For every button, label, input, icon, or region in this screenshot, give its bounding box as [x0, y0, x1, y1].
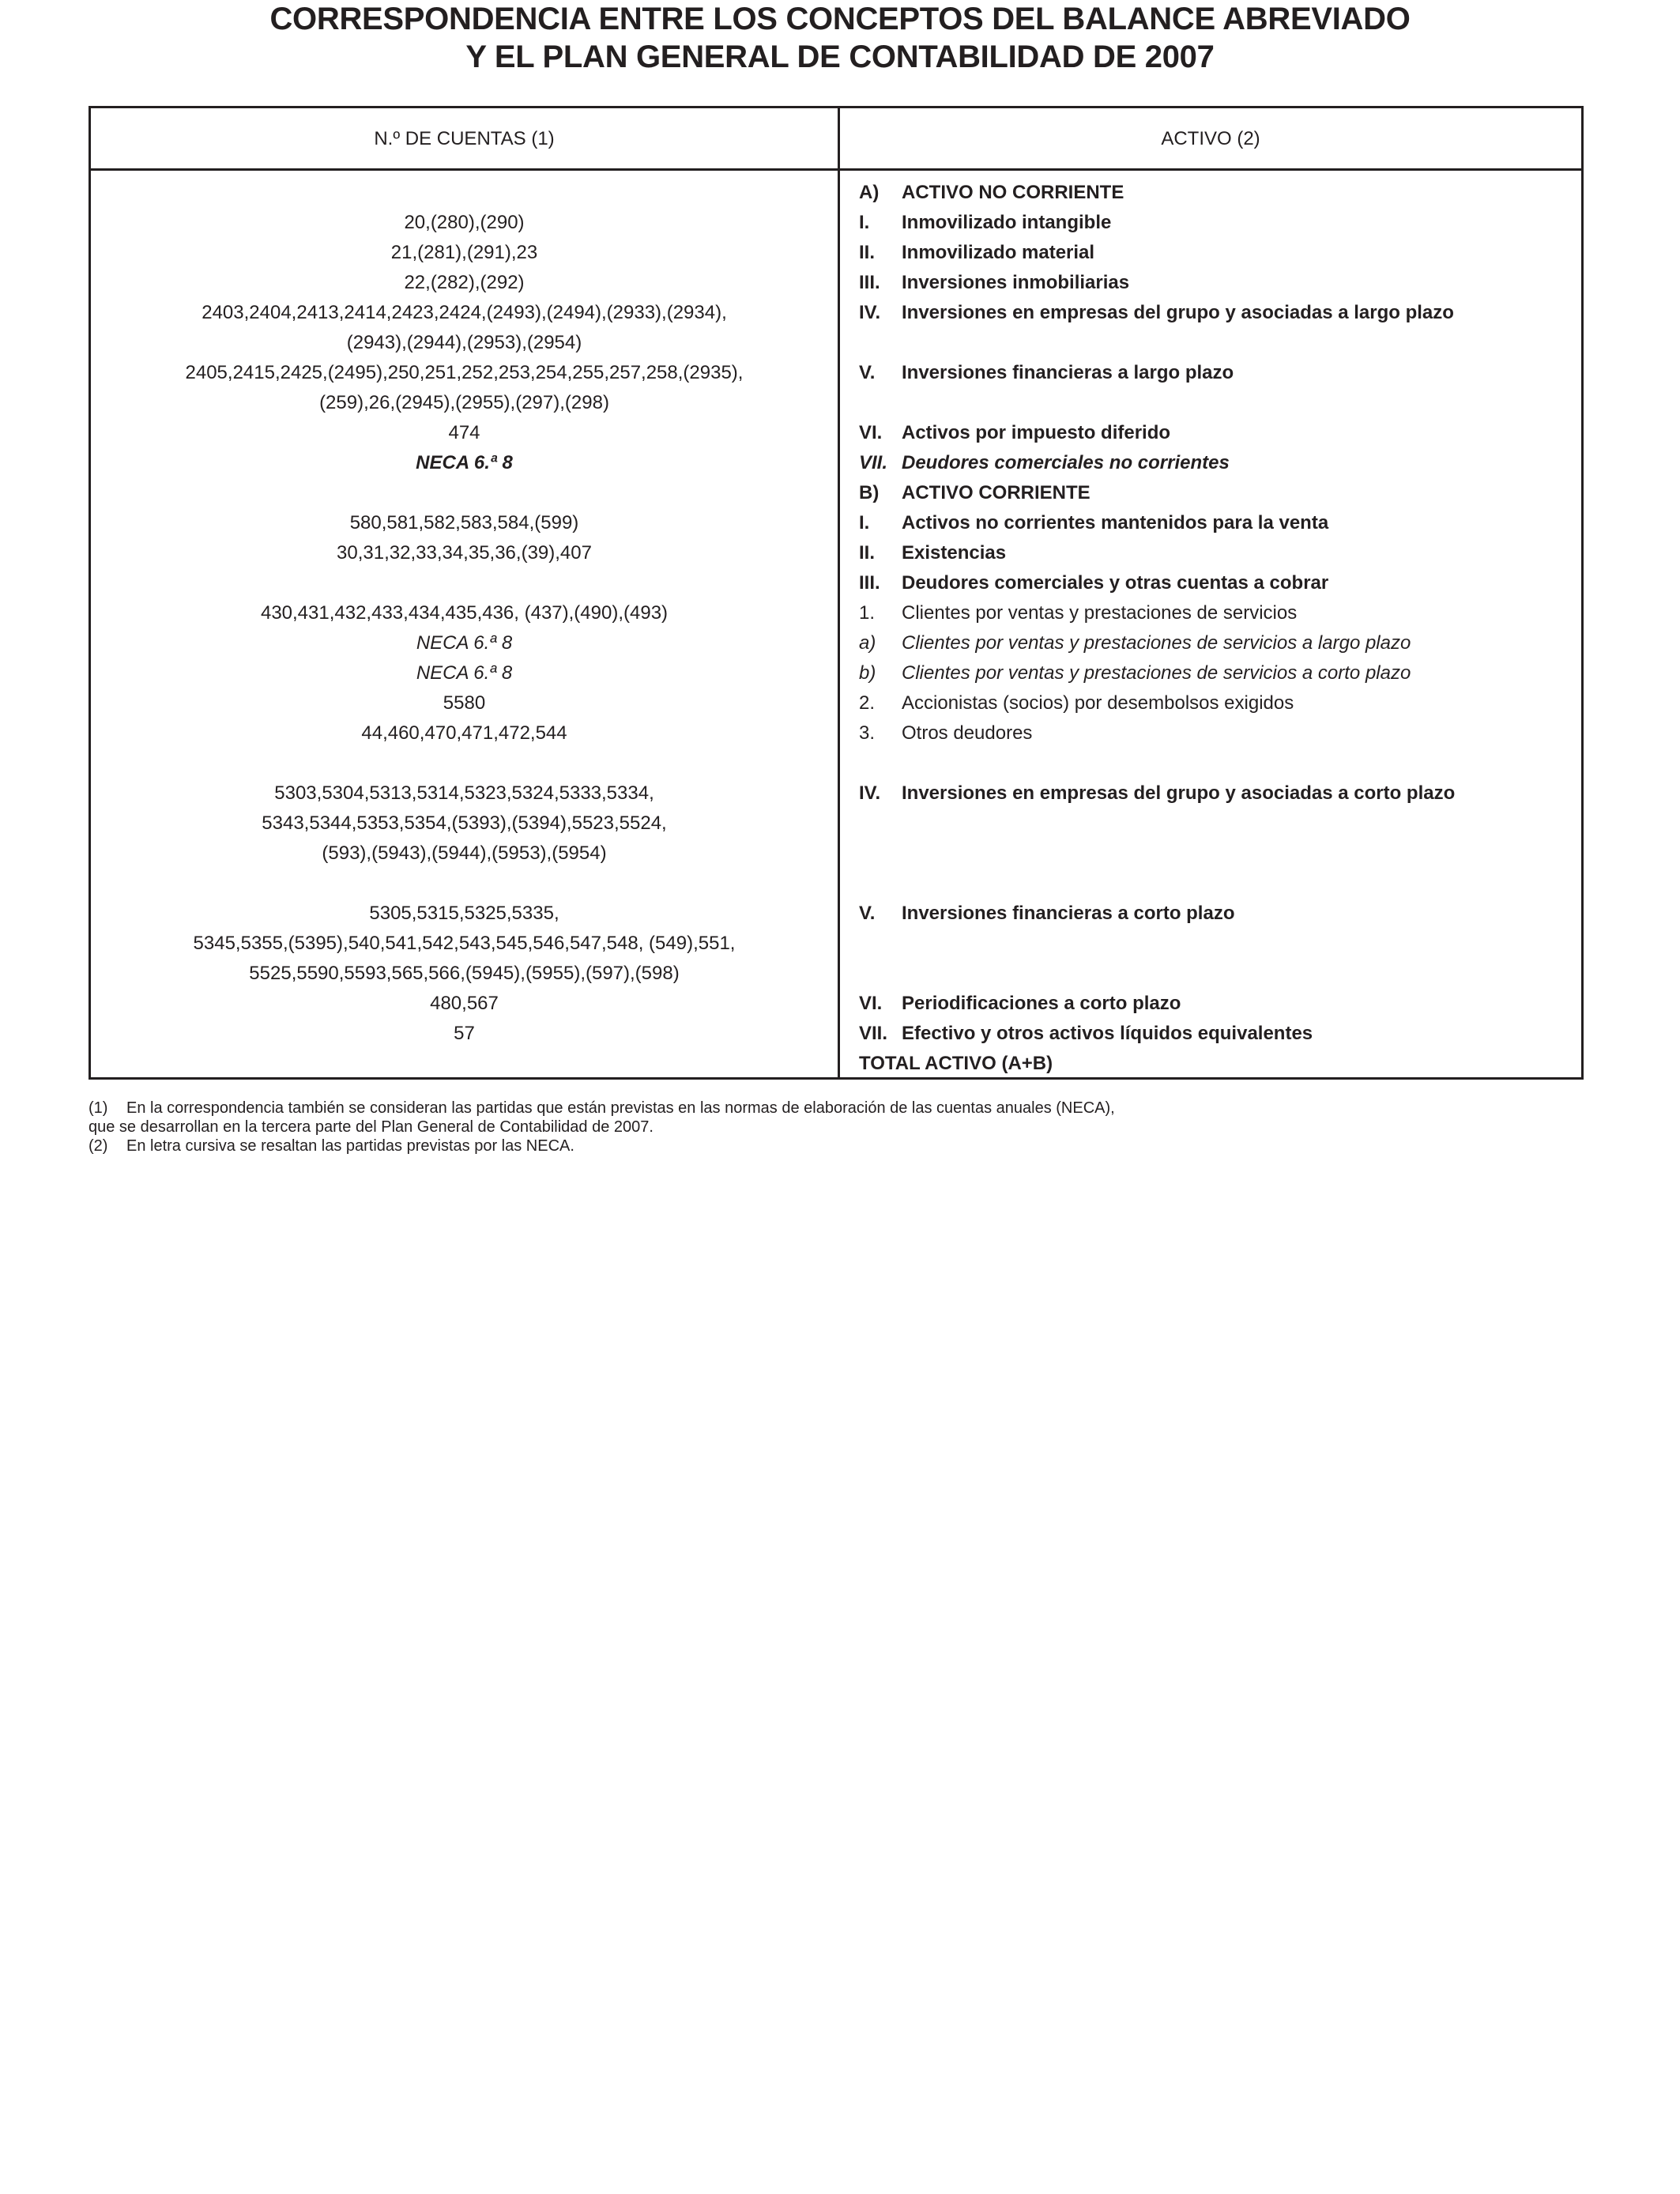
- account-codes: (593),(5943),(5944),(5953),(5954): [322, 843, 607, 864]
- table-row: [91, 989, 1581, 1019]
- item-label: Clientes por ventas y prestaciones de servicios a corto plazo: [902, 662, 1411, 684]
- item-label: ACTIVO NO CORRIENTE: [902, 182, 1124, 203]
- balance-item: [859, 178, 1570, 208]
- item-label: Periodificaciones a corto plazo: [902, 993, 1181, 1014]
- table-row: [91, 538, 1581, 568]
- account-codes: NECA 6.ª 8: [416, 632, 513, 654]
- balance-item: [859, 718, 1570, 748]
- account-codes: [91, 478, 838, 508]
- footnote-text: En letra cursiva se resaltan las partidas previstas por las NECA.: [126, 1137, 574, 1155]
- header-activo: ACTIVO (2): [1161, 128, 1260, 149]
- item-number: III.: [859, 272, 880, 293]
- account-codes: 20,(280),(290): [404, 212, 525, 233]
- balance-item: [859, 448, 1570, 478]
- item-label: Inversiones financieras a corto plazo: [902, 903, 1235, 924]
- item-label: TOTAL ACTIVO (A+B): [859, 1053, 1053, 1074]
- account-codes: [91, 1049, 838, 1079]
- balance-item: [859, 658, 1570, 688]
- item-number: 2.: [859, 692, 876, 714]
- account-codes: (259),26,(2945),(2955),(297),(298): [319, 392, 609, 413]
- item-label: Efectivo y otros activos líquidos equivalentes: [902, 1023, 1313, 1044]
- table-body: [91, 178, 1581, 1079]
- item-number: VI.: [859, 422, 883, 443]
- table-row: [91, 508, 1581, 538]
- account-codes: 5305,5315,5325,5335,: [369, 903, 559, 924]
- table-row: [91, 718, 1581, 778]
- item-number: VI.: [859, 993, 883, 1014]
- account-codes: 2403,2404,2413,2414,2423,2424,(2493),(2494),(2933),(2934),: [202, 302, 727, 323]
- footnotes: [89, 1099, 1584, 1155]
- account-codes: [91, 568, 838, 598]
- item-number: II.: [859, 542, 876, 564]
- title-line-2: Y EL PLAN GENERAL DE CONTABILIDAD DE 2007: [465, 40, 1215, 74]
- title-line-1: CORRESPONDENCIA ENTRE LOS CONCEPTOS DEL BALANCE ABREVIADO: [269, 2, 1411, 36]
- account-codes: 430,431,432,433,434,435,436, (437),(490),(493): [260, 602, 669, 624]
- footnote-line: [89, 1099, 1584, 1118]
- item-label: Inmovilizado intangible: [902, 212, 1112, 233]
- item-label: Activos por impuesto diferido: [902, 422, 1171, 443]
- account-codes: 5303,5304,5313,5314,5323,5324,5333,5334,: [274, 782, 654, 804]
- footnote-number: (2): [89, 1137, 108, 1155]
- account-codes: 21,(281),(291),23: [390, 242, 538, 263]
- item-number: V.: [859, 362, 876, 383]
- balance-item: [859, 238, 1570, 268]
- item-label: Otros deudores: [902, 722, 1033, 744]
- account-codes: 474: [448, 422, 480, 443]
- item-number: V.: [859, 903, 876, 924]
- correspondence-table: [89, 106, 1584, 1080]
- table-row: [91, 238, 1581, 268]
- account-codes: [91, 869, 838, 899]
- balance-item: [859, 1019, 1570, 1049]
- account-codes: 5580: [443, 692, 486, 714]
- table-row: [91, 418, 1581, 448]
- item-label: Clientes por ventas y prestaciones de servicios a largo plazo: [902, 632, 1411, 654]
- table-row: [91, 688, 1581, 718]
- table-row: [91, 568, 1581, 598]
- account-codes: 480,567: [430, 993, 499, 1014]
- balance-item: [859, 268, 1570, 298]
- table-row: [91, 208, 1581, 238]
- balance-item: [859, 478, 1570, 508]
- account-codes: [91, 178, 838, 208]
- item-number: VII.: [859, 1023, 888, 1044]
- balance-item: [859, 688, 1570, 718]
- header-divider: [91, 168, 1581, 171]
- item-number: 3.: [859, 722, 876, 744]
- balance-item: [859, 989, 1570, 1019]
- item-number: VII.: [859, 452, 888, 473]
- table-row: [91, 628, 1581, 658]
- table-row: [91, 1019, 1581, 1049]
- item-number: III.: [859, 572, 880, 594]
- account-codes: 30,31,32,33,34,35,36,(39),407: [337, 542, 592, 564]
- item-label: Accionistas (socios) por desembolsos exigidos: [902, 692, 1294, 714]
- item-number: B): [859, 482, 880, 503]
- item-label: ACTIVO CORRIENTE: [902, 482, 1090, 503]
- balance-item: [859, 508, 1570, 538]
- item-number: II.: [859, 242, 876, 263]
- account-codes: 22,(282),(292): [404, 272, 525, 293]
- item-label: Inmovilizado material: [902, 242, 1095, 263]
- footnote-number: (1): [89, 1099, 108, 1117]
- balance-item: [859, 358, 1570, 388]
- account-codes: 5525,5590,5593,565,566,(5945),(5955),(597),(598): [249, 963, 680, 984]
- account-codes: [91, 748, 838, 778]
- table-row: [91, 658, 1581, 688]
- table-row: [91, 448, 1581, 478]
- balance-item: [859, 899, 1570, 929]
- item-label: Inversiones financieras a largo plazo: [902, 362, 1234, 383]
- table-row: [91, 778, 1581, 899]
- footnote-text: que se desarrollan en la tercera parte del Plan General de Contabilidad de 2007.: [89, 1118, 654, 1136]
- item-number: A): [859, 182, 880, 203]
- account-codes: 57: [454, 1023, 475, 1044]
- item-label: Clientes por ventas y prestaciones de servicios: [902, 602, 1298, 624]
- item-number: I.: [859, 512, 870, 533]
- table-row: [91, 358, 1581, 418]
- account-codes: 2405,2415,2425,(2495),250,251,252,253,254,255,257,258,(2935),: [185, 362, 744, 383]
- item-label: Deudores comerciales no corrientes: [902, 452, 1230, 473]
- balance-item: [859, 568, 1570, 598]
- item-number: IV.: [859, 302, 881, 323]
- item-label: Activos no corrientes mantenidos para la venta: [902, 512, 1329, 533]
- balance-item: [859, 1049, 1570, 1079]
- footnote-line: [89, 1118, 1584, 1137]
- balance-item: [859, 778, 1570, 809]
- item-label: Inversiones inmobiliarias: [902, 272, 1130, 293]
- account-codes: 580,581,582,583,584,(599): [349, 512, 579, 533]
- item-number: IV.: [859, 782, 881, 804]
- item-label: Existencias: [902, 542, 1007, 564]
- table-row: [91, 178, 1581, 208]
- account-codes: 5345,5355,(5395),540,541,542,543,545,546,547,548, (549),551,: [193, 933, 736, 954]
- item-label: Inversiones en empresas del grupo y asociadas a corto plazo: [902, 782, 1456, 804]
- table-row: [91, 298, 1581, 358]
- item-number: a): [859, 632, 876, 654]
- balance-item: [859, 628, 1570, 658]
- table-row: [91, 268, 1581, 298]
- item-label: Deudores comerciales y otras cuentas a cobrar: [902, 572, 1329, 594]
- item-number: 1.: [859, 602, 876, 624]
- balance-item: [859, 598, 1570, 628]
- item-label: Inversiones en empresas del grupo y asociadas a largo plazo: [902, 302, 1454, 323]
- balance-item: [859, 208, 1570, 238]
- table-row: [91, 598, 1581, 628]
- account-codes: (2943),(2944),(2953),(2954): [346, 332, 582, 353]
- account-codes: NECA 6.ª 8: [416, 452, 513, 473]
- footnote-line: [89, 1137, 1584, 1155]
- footnote-text: En la correspondencia también se consideran las partidas que están previstas en las normas de elaboración de las cuentas anuales (NECA),: [126, 1099, 1115, 1117]
- account-codes: 5343,5344,5353,5354,(5393),(5394),5523,5524,: [262, 812, 667, 834]
- item-number: I.: [859, 212, 870, 233]
- item-number: b): [859, 662, 876, 684]
- table-row: [91, 478, 1581, 508]
- account-codes: 44,460,470,471,472,544: [361, 722, 567, 744]
- balance-item: [859, 418, 1570, 448]
- account-codes: NECA 6.ª 8: [416, 662, 513, 684]
- table-row: [91, 899, 1581, 989]
- balance-item: [859, 538, 1570, 568]
- table-row: [91, 1049, 1581, 1079]
- balance-item: [859, 298, 1570, 328]
- document-title: [0, 0, 1680, 76]
- header-accounts: N.º DE CUENTAS (1): [374, 128, 555, 149]
